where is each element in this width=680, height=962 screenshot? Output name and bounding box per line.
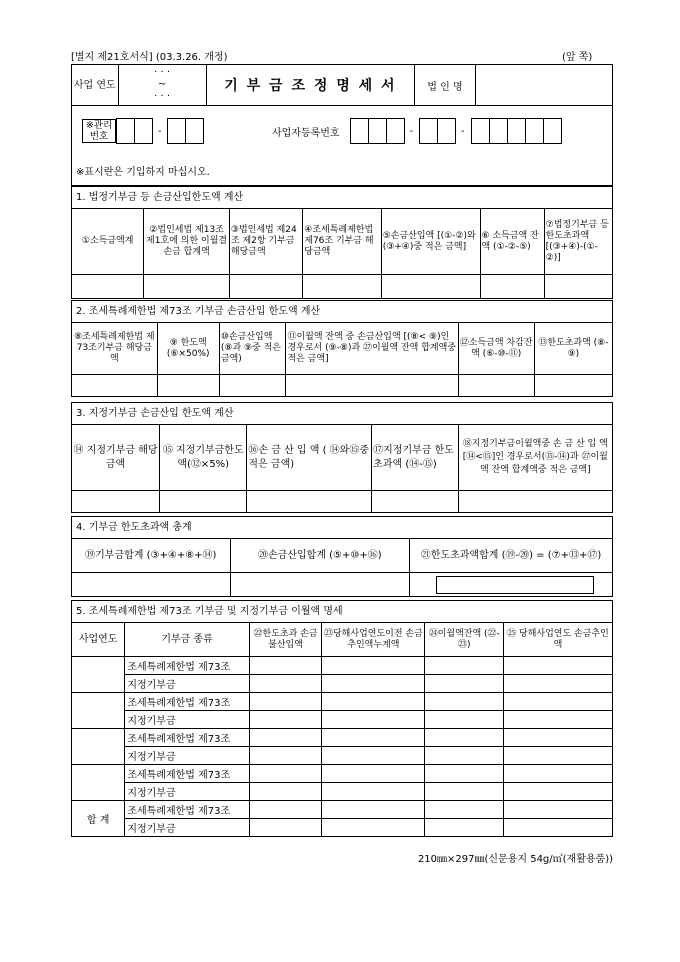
- s5-type-cell: 지정기부금: [125, 711, 249, 729]
- s5-value-cell[interactable]: [322, 801, 425, 819]
- s5-col-header: ㉔이월액잔액 (㉒-㉓): [425, 623, 504, 657]
- s5-value-cell[interactable]: [425, 729, 504, 747]
- mgmt-box[interactable]: [167, 118, 186, 144]
- s2-col-header: ⑧조세특례제한법 제73조기부금 해당금액: [72, 323, 158, 375]
- s5-type-cell: 지정기부금: [125, 675, 249, 693]
- s1-value-cell[interactable]: [144, 275, 230, 299]
- s5-year-cell[interactable]: [72, 693, 125, 729]
- section4-title: 4. 기부금 한도초과액 총계: [71, 516, 613, 538]
- s5-value-cell[interactable]: [322, 657, 425, 675]
- mgmt-number-label: ※관리 번호: [82, 119, 116, 143]
- s5-col-header: 사업연도: [72, 623, 125, 657]
- s5-value-cell[interactable]: [425, 765, 504, 783]
- s4-value-cell[interactable]: [230, 573, 410, 597]
- s5-value-cell[interactable]: [504, 783, 613, 801]
- s5-value-cell[interactable]: [322, 675, 425, 693]
- s2-value-cell[interactable]: [286, 375, 458, 397]
- s5-value-cell[interactable]: [322, 729, 425, 747]
- s3-value-cell[interactable]: [72, 491, 160, 513]
- s5-value-cell[interactable]: [504, 675, 613, 693]
- s2-value-cell[interactable]: [219, 375, 286, 397]
- id-block: [71, 106, 613, 186]
- s2-value-cell[interactable]: [534, 375, 612, 397]
- s5-value-cell[interactable]: [504, 801, 613, 819]
- biz-reg-box[interactable]: [525, 118, 544, 144]
- s3-col-header: ⑮ 지정기부금한도액(⑫×5%): [160, 425, 247, 491]
- s5-value-cell[interactable]: [249, 819, 321, 837]
- s5-type-cell: 조세특례제한법 제73조: [125, 765, 249, 783]
- s3-col-header: ⑯손 금 산 입 액 ( ⑭와⑮중 적은 금액): [247, 425, 372, 491]
- s1-col-header: ②법인세법 제13조 제1호에 의한 이월결손금 합계액: [144, 209, 230, 275]
- s3-value-cell[interactable]: [372, 491, 458, 513]
- s5-value-cell[interactable]: [425, 693, 504, 711]
- corp-name-field[interactable]: [475, 65, 612, 106]
- s5-type-cell: 지정기부금: [125, 819, 249, 837]
- s5-value-cell[interactable]: [504, 819, 613, 837]
- s5-year-cell[interactable]: [72, 729, 125, 765]
- s5-total-label: 합 계: [72, 801, 125, 837]
- s5-year-cell[interactable]: [72, 765, 125, 801]
- s5-value-cell[interactable]: [322, 693, 425, 711]
- mgmt-box[interactable]: [185, 118, 204, 144]
- s5-value-cell[interactable]: [425, 783, 504, 801]
- page-title: 기 부 금 조 정 명 세 서: [206, 65, 415, 106]
- biz-reg-box[interactable]: [543, 118, 562, 144]
- s5-value-cell[interactable]: [322, 783, 425, 801]
- biz-reg-box[interactable]: [471, 118, 490, 144]
- s5-value-cell[interactable]: [425, 657, 504, 675]
- form-number: [별지 제21호서식] (03.3.26. 개정): [71, 52, 228, 63]
- s5-value-cell[interactable]: [504, 729, 613, 747]
- s5-col-header: ㉓당해사업연도이전 손금추인액누계액: [322, 623, 425, 657]
- s5-value-cell[interactable]: [249, 693, 321, 711]
- note-text: ※표시란은 기입하지 마십시오.: [76, 167, 210, 178]
- s4-col-header: ㉑한도초과액합계 (⑲-⑳) = (⑦+⑬+⑰): [410, 539, 613, 573]
- s5-type-cell: 조세특례제한법 제73조: [125, 801, 249, 819]
- s5-value-cell[interactable]: [249, 747, 321, 765]
- s1-col-header: ⑤손금산입액 [(①-②)와 (③+④)중 적은 금액]: [381, 209, 480, 275]
- s5-value-cell[interactable]: [504, 693, 613, 711]
- s5-value-cell[interactable]: [425, 711, 504, 729]
- s2-col-header: ⑨ 한도액 (⑥×50%): [157, 323, 219, 375]
- mgmt-box[interactable]: [116, 118, 135, 144]
- s5-value-cell[interactable]: [322, 747, 425, 765]
- s5-value-cell[interactable]: [504, 657, 613, 675]
- biz-reg-box[interactable]: [368, 118, 387, 144]
- s5-value-cell[interactable]: [425, 747, 504, 765]
- corp-name-label: 법 인 명: [415, 65, 475, 106]
- section4-table: [71, 538, 613, 597]
- s1-col-header: ⑥ 소득금액 잔액 (①-②-⑤): [480, 209, 544, 275]
- s5-type-cell: 지정기부금: [125, 783, 249, 801]
- s5-col-header: ㉕ 당해사업연도 손금추인액: [504, 623, 613, 657]
- s5-value-cell[interactable]: [504, 747, 613, 765]
- section1-table: [71, 208, 613, 299]
- s3-value-cell[interactable]: [160, 491, 247, 513]
- s1-value-cell[interactable]: [544, 275, 612, 299]
- s5-value-cell[interactable]: [425, 819, 504, 837]
- section5-title: 5. 조세특례제한법 제73조 기부금 및 지정기부금 이월액 명세: [71, 600, 613, 622]
- s3-col-header: ⑱지정기부금이월액중 손 금 산 입 액[⑭<⑮]인 경우로서(⑮-⑭)과 ㉗이월액 잔액 합계액중 적은 금액]: [458, 425, 612, 491]
- s2-col-header: ⑩손금산입액 (⑧과 ⑨중 적은금액): [219, 323, 286, 375]
- s5-type-cell: 조세특례제한법 제73조: [125, 693, 249, 711]
- s5-value-cell[interactable]: [249, 675, 321, 693]
- section1-title: 1. 법정기부금 등 손금산입한도액 계산: [71, 186, 613, 208]
- s5-value-cell[interactable]: [249, 765, 321, 783]
- mgmt-number-group: ※관리 번호 -: [82, 118, 203, 144]
- s1-value-cell[interactable]: [72, 275, 144, 299]
- s5-year-cell[interactable]: [72, 657, 125, 693]
- s1-value-cell[interactable]: [381, 275, 480, 299]
- s3-value-cell[interactable]: [247, 491, 372, 513]
- s5-value-cell[interactable]: [249, 729, 321, 747]
- s2-col-header: ⑪이월액 잔액 중 손금산입액 [(⑧< ⑨)인 경우로서 (⑨-⑧)과 ㉗이월액 잔액 합계액중 적은 금액]: [286, 323, 458, 375]
- s1-col-header: ①소득금액계: [72, 209, 144, 275]
- s5-value-cell[interactable]: [322, 765, 425, 783]
- year-range: · · · ~ · · ·: [118, 65, 206, 106]
- page-side: (앞 쪽): [562, 52, 593, 63]
- s5-value-cell[interactable]: [322, 711, 425, 729]
- s2-value-cell[interactable]: [458, 375, 534, 397]
- s5-value-cell[interactable]: [249, 657, 321, 675]
- s4-value-cell[interactable]: [72, 573, 231, 597]
- title-block: [71, 64, 613, 106]
- s3-col-header: ⑰지정기부금 한도초과액 (⑭-⑮): [372, 425, 458, 491]
- year-label: 사업 연도: [72, 65, 119, 106]
- s5-value-cell[interactable]: [425, 675, 504, 693]
- s2-value-cell[interactable]: [72, 375, 158, 397]
- s1-col-header: ③법인세법 제24조 제2항 기부금 해당금액: [229, 209, 302, 275]
- biz-reg-box[interactable]: [350, 118, 369, 144]
- biz-reg-box[interactable]: [507, 118, 526, 144]
- section2-table: [71, 322, 613, 397]
- biz-reg-box[interactable]: [489, 118, 508, 144]
- section5-table: [71, 622, 613, 837]
- mgmt-box[interactable]: [134, 118, 153, 144]
- section2-title: 2. 조세특례제한법 제73조 기부금 손금산입 한도액 계산: [71, 300, 613, 322]
- biz-reg-box[interactable]: [437, 118, 456, 144]
- s5-value-cell[interactable]: [504, 711, 613, 729]
- section3-title: 3. 지정기부금 손금산입 한도액 계산: [71, 402, 613, 424]
- s5-type-cell: 조세특례제한법 제73조: [125, 729, 249, 747]
- s2-col-header: ⑫소득금액 차감잔액 (⑥-⑩-⑪): [458, 323, 534, 375]
- s5-value-cell[interactable]: [504, 765, 613, 783]
- s1-value-cell[interactable]: [229, 275, 302, 299]
- s4-col-header: ⑲기부금합계 (③+④+⑧+⑭): [72, 539, 231, 573]
- s3-col-header: ⑭ 지정기부금 해당금액: [72, 425, 160, 491]
- biz-reg-box[interactable]: [419, 118, 438, 144]
- s5-value-cell[interactable]: [322, 819, 425, 837]
- s5-value-cell[interactable]: [249, 783, 321, 801]
- s5-col-header: ㉒한도초과 손금불산입액: [249, 623, 321, 657]
- s4-value-cell[interactable]: [410, 573, 613, 597]
- s1-value-cell[interactable]: [480, 275, 544, 299]
- s4-col-header: ⑳손금산입합계 (⑤+⑩+⑯): [230, 539, 410, 573]
- biz-reg-label: 사업자등록번호: [272, 127, 340, 139]
- s5-value-cell[interactable]: [249, 801, 321, 819]
- section3-table: [71, 424, 613, 513]
- s5-type-cell: 지정기부금: [125, 747, 249, 765]
- s1-col-header: ④조세특례제한법 제76조 기부금 해당금액: [303, 209, 381, 275]
- biz-reg-group: 사업자등록번호 - -: [272, 118, 561, 144]
- biz-reg-box[interactable]: [386, 118, 405, 144]
- s5-col-header: 기부금 종류: [125, 623, 249, 657]
- s3-value-cell[interactable]: [458, 491, 612, 513]
- paper-spec: 210㎜×297㎜(신문용지 54g/㎡(재활용품)): [417, 854, 613, 865]
- s2-col-header: ⑬한도초과액 (⑧-⑨): [534, 323, 612, 375]
- s5-value-cell[interactable]: [249, 711, 321, 729]
- s5-value-cell[interactable]: [425, 801, 504, 819]
- s1-col-header: ⑦법정기부금 등한도초과액 [(③+④)-(①-②)]: [544, 209, 612, 275]
- s5-type-cell: 조세특례제한법 제73조: [125, 657, 249, 675]
- total-excess-box[interactable]: [436, 576, 594, 594]
- s2-value-cell[interactable]: [157, 375, 219, 397]
- s1-value-cell[interactable]: [303, 275, 381, 299]
